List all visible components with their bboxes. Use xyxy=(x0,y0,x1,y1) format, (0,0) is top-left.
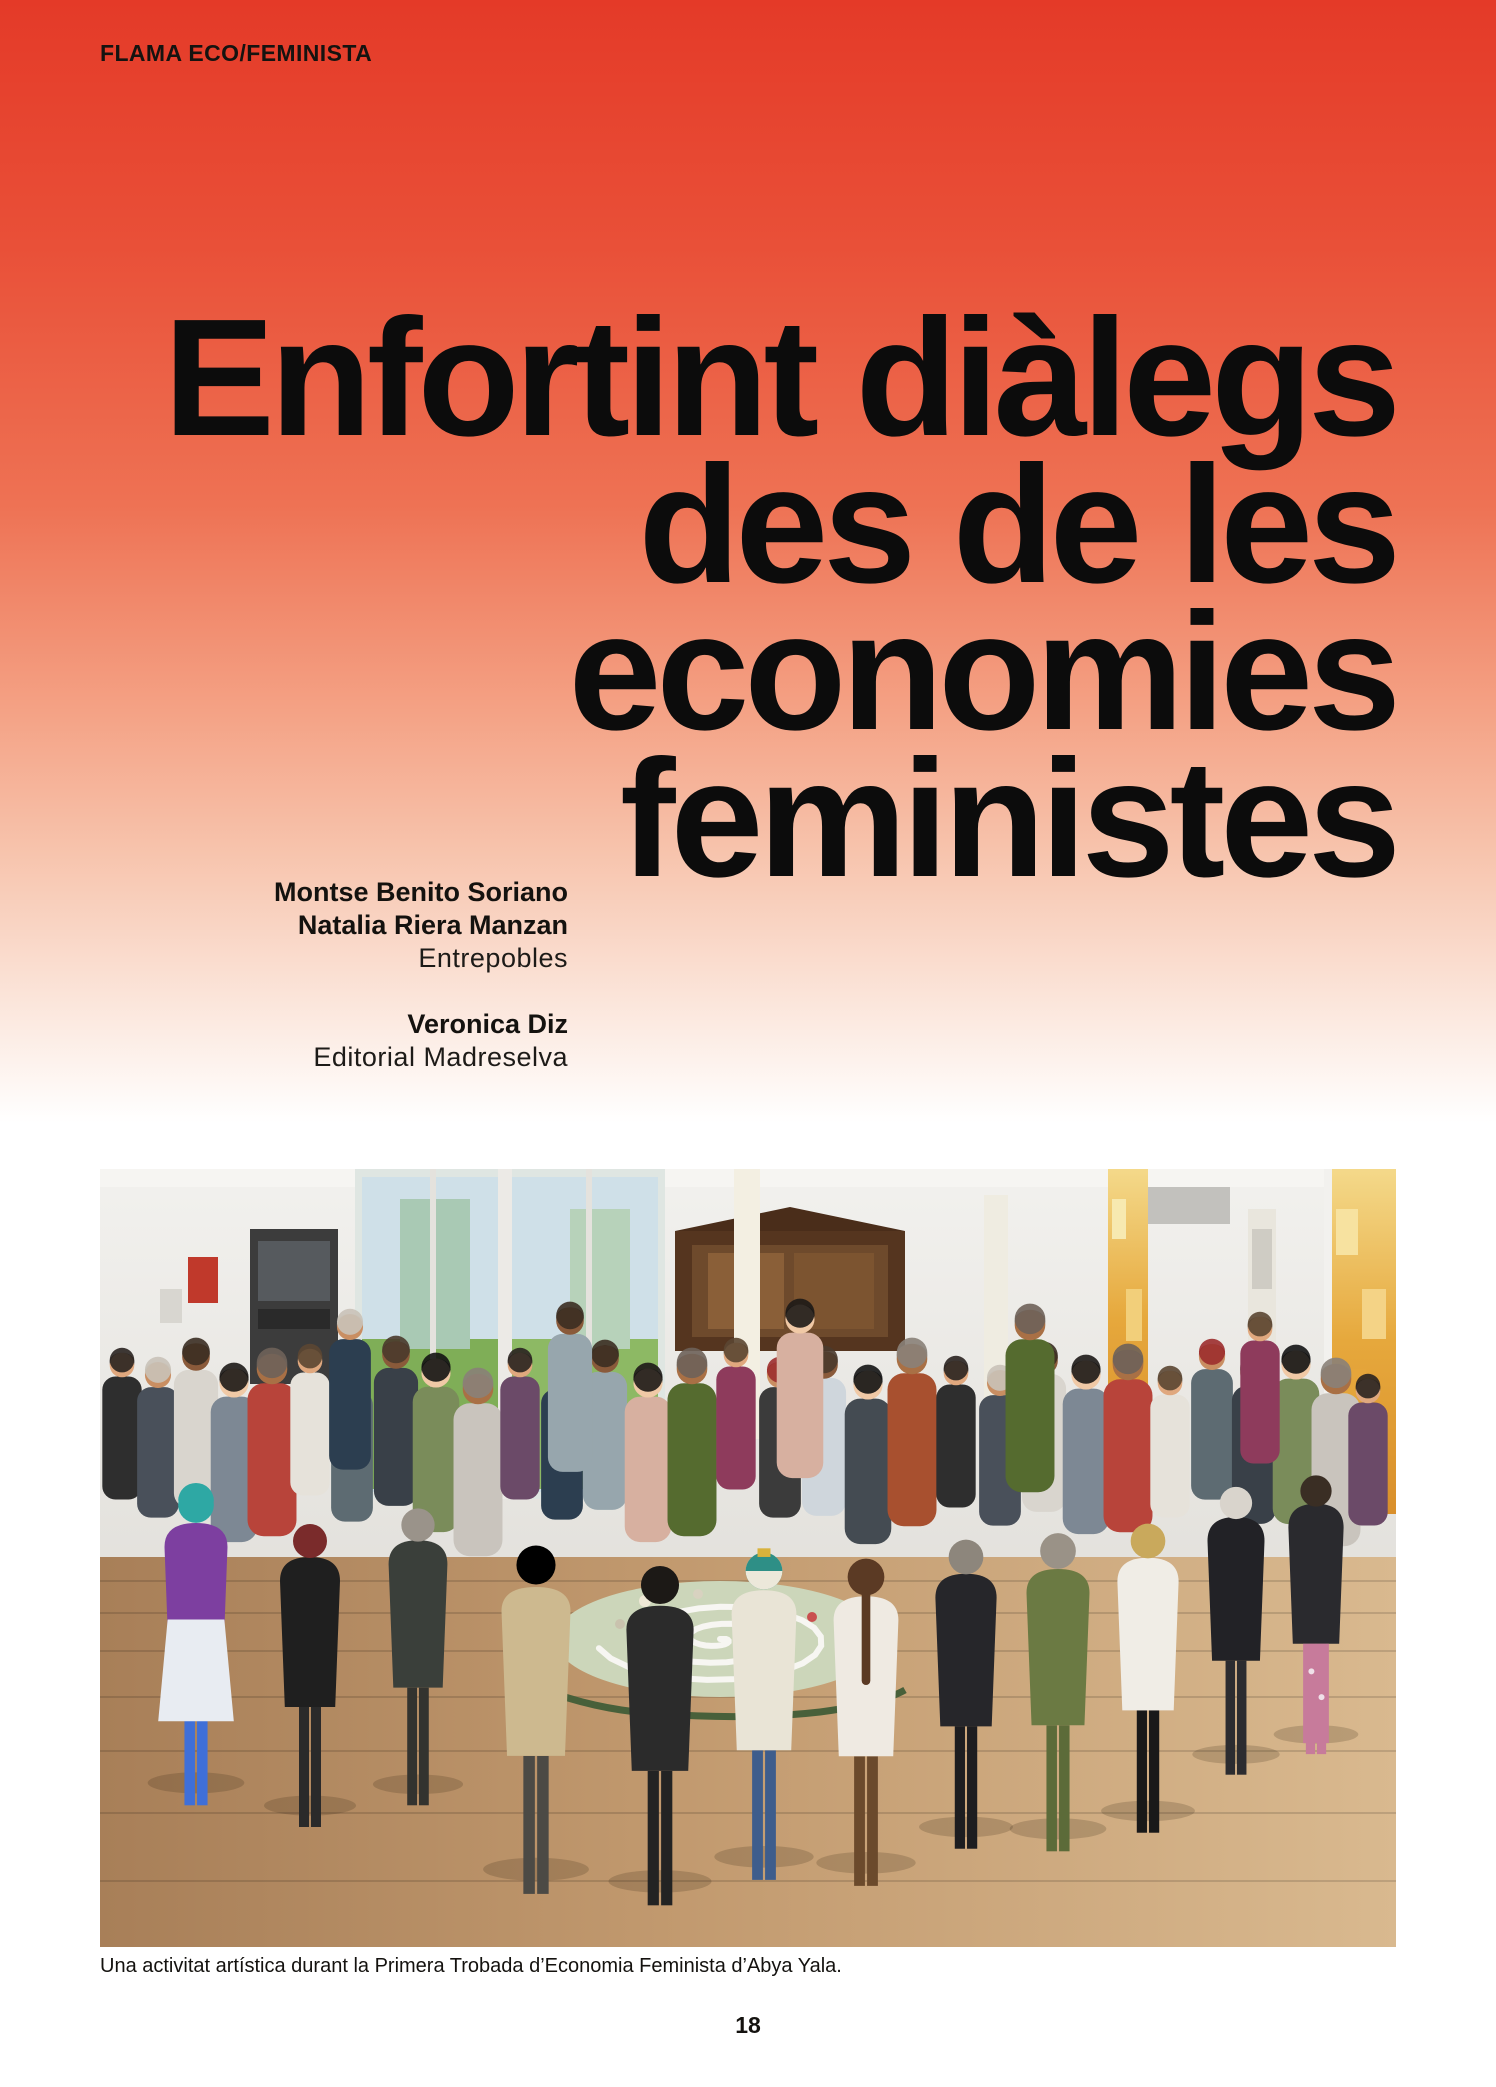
title-line-3: economies xyxy=(568,579,1396,765)
author-name: Montse Benito Soriano xyxy=(273,877,568,907)
photo-caption: Una activitat artística durant la Primera Trobada d’Economia Feminista d’Abya Yala. xyxy=(100,1955,842,1977)
author-name: Veronica Diz xyxy=(407,1009,568,1039)
author-org: Editorial Madreselva xyxy=(313,1042,568,1072)
title-line-4: feministes xyxy=(619,726,1396,912)
article-photo xyxy=(100,1169,1396,1947)
author-block-spacer xyxy=(68,975,568,1008)
section-kicker: FLAMA ECO/FEMINISTA xyxy=(100,40,373,66)
author-name: Natalia Riera Manzan xyxy=(297,910,568,940)
article-title xyxy=(100,285,1396,912)
photo-illustration xyxy=(100,1169,1396,1947)
title-line-2: des de les xyxy=(638,432,1396,618)
author-block xyxy=(68,876,568,1074)
page-number: 18 xyxy=(735,2012,761,2038)
author-org: Entrepobles xyxy=(418,943,568,973)
title-line-1: Enfortint diàlegs xyxy=(163,285,1396,471)
